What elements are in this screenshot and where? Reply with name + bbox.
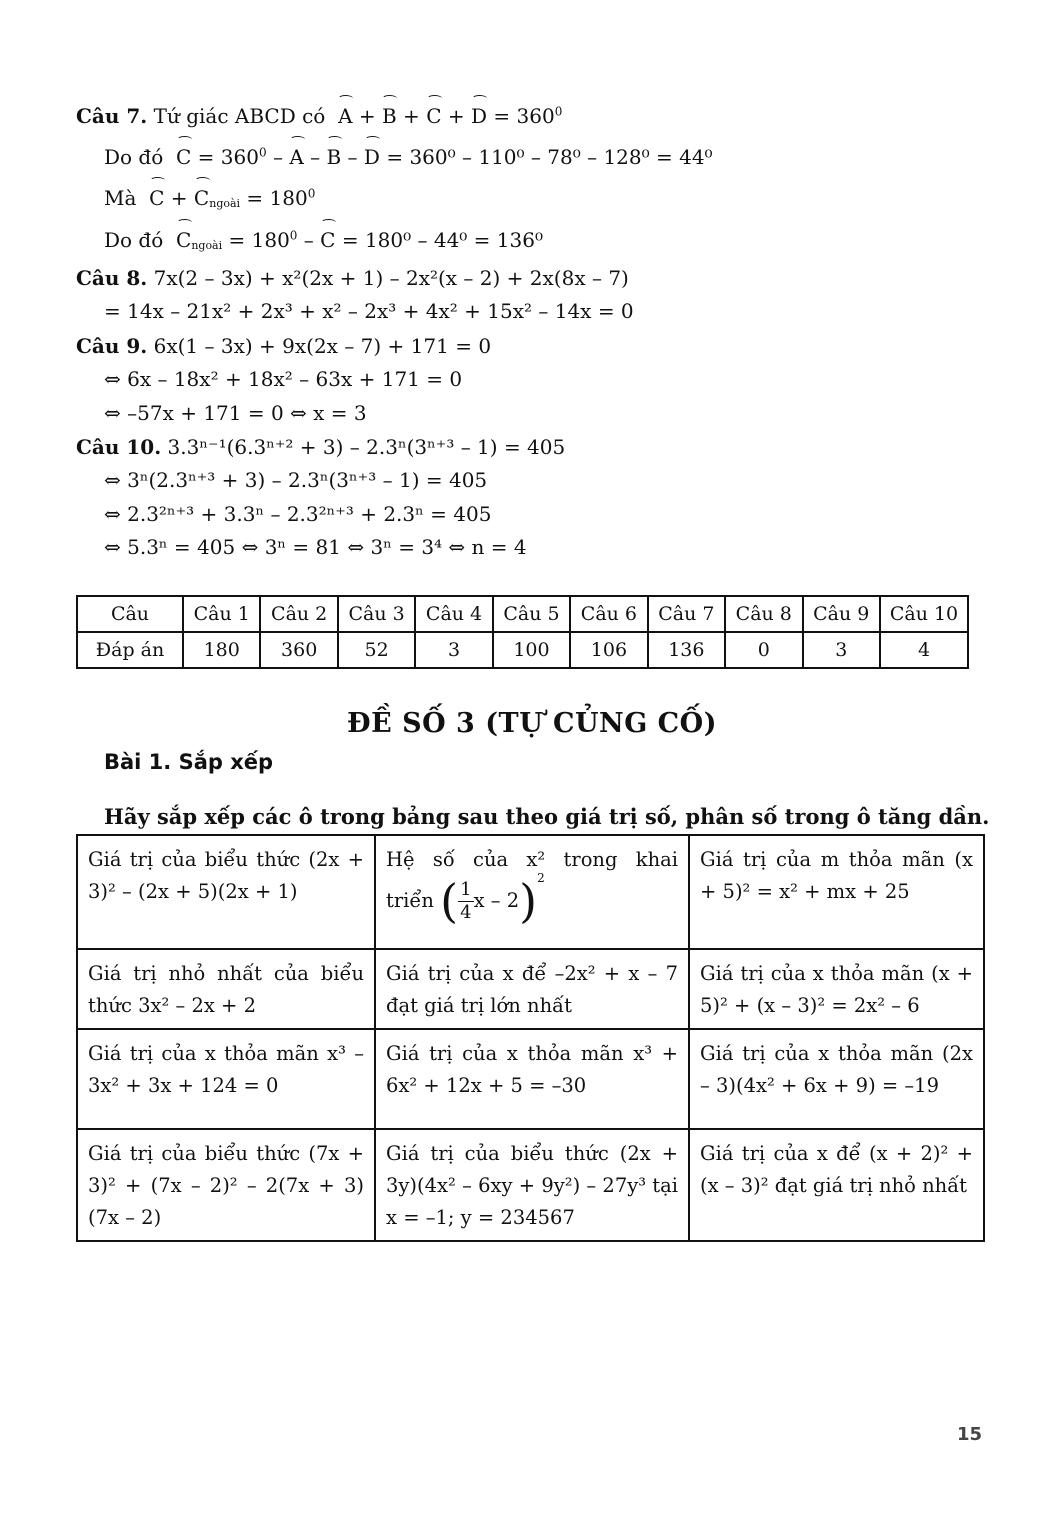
c7-l4-pre: Do đó: [104, 228, 164, 252]
sort-row: [77, 835, 984, 949]
angle-b: B: [382, 104, 397, 128]
r1c2-text: Hệ số của x² trong khai: [386, 848, 678, 871]
answer-cell: 360: [260, 632, 337, 668]
fraction-numerator: 1: [460, 878, 472, 900]
r1c2-tail: x – 2: [473, 889, 520, 912]
c7-line-3: Mà $C + C_{ngoài} = 180^0$: [104, 186, 316, 210]
c10-expression: 3.3ⁿ⁻¹(6.3ⁿ⁺² + 3) – 2.3ⁿ(3ⁿ⁺³ – 1) = 405: [167, 435, 566, 459]
c7-l2-rest: = 360⁰ – 110⁰ – 78⁰ – 128⁰ = 44⁰: [386, 145, 713, 169]
c7-l2-pre: Do đó: [104, 145, 164, 169]
instruction: Hãy sắp xếp các ô trong bảng sau theo giá trị số, phân số trong ô tăng dần.: [104, 804, 990, 829]
c9-expression: 6x(1 – 3x) + 9x(2x – 7) + 171 = 0: [153, 334, 492, 358]
sort-cell: Giá trị của biểu thức (2x + 3y)(4x² – 6xy + 9y²) – 27y³ tại x = –1; y = 234567: [375, 1129, 689, 1241]
sort-table: [76, 834, 985, 1242]
answer-cell: 100: [493, 632, 570, 668]
answer-table: [76, 595, 969, 669]
answer-header-cell: Câu 2: [260, 596, 337, 632]
c8-line-1: [76, 264, 629, 292]
c7-l4-mid: = 180: [228, 228, 290, 252]
answer-header-cell: Câu 1: [183, 596, 260, 632]
c7-l3-pre: Mà: [104, 186, 137, 210]
fraction-denominator: 4: [460, 901, 472, 923]
answer-header-cell: Câu 10: [880, 596, 968, 632]
sort-cell: Giá trị của biểu thức (7x + 3)² + (7x – 2)² – 2(7x + 3)(7x – 2): [77, 1129, 375, 1241]
sort-cell: Giá trị nhỏ nhất của biểu thức 3x² – 2x + 2: [77, 949, 375, 1029]
answer-cell: Đáp án: [77, 632, 183, 668]
sort-cell: Giá trị của m thỏa mãn (x + 5)² = x² + mx + 25: [689, 835, 984, 949]
c9-line-1: [76, 332, 491, 360]
c7-rest: = 360: [493, 104, 555, 128]
answer-header-cell: Câu 9: [803, 596, 881, 632]
c8-expression: 7x(2 – 3x) + x²(2x + 1) – 2x²(x – 2) + 2x(8x – 7): [153, 266, 629, 290]
answer-table-row: [77, 632, 968, 668]
c7-l3-sub: ngoài: [209, 197, 241, 210]
c9-line-3: ⇔ –57x + 171 = 0 ⇔ x = 3: [104, 401, 367, 425]
sort-cell: Giá trị của x để (x + 2)² + (x – 3)² đạt giá trị nhỏ nhất: [689, 1129, 984, 1241]
c8-label: Câu 8.: [76, 266, 148, 290]
c8-line-2: = 14x – 21x² + 2x³ + x² – 2x³ + 4x² + 15x² – 14x = 0: [104, 299, 634, 323]
c10-line-3: ⇔ 2.3²ⁿ⁺³ + 3.3ⁿ – 2.3²ⁿ⁺³ + 2.3ⁿ = 405: [104, 502, 492, 526]
answer-header-cell: Câu 6: [570, 596, 647, 632]
answer-header-cell: Câu 5: [493, 596, 570, 632]
c7-line-2: Do đó $C = 360^0 - A - B - D = 360^0 - 110^0 - 78^0 - 128^0 = 44^0$: [104, 145, 713, 169]
angle-d: D: [470, 104, 488, 128]
answer-header-cell: Câu 8: [725, 596, 802, 632]
sort-cell: Giá trị của biểu thức (2x + 3)² – (2x + 5)(2x + 1): [77, 835, 375, 949]
sort-cell: Giá trị của x thỏa mãn (x + 5)² + (x – 3)² = 2x² – 6: [689, 949, 984, 1029]
c10-line-2: ⇔ 3ⁿ(2.3ⁿ⁺³ + 3) – 2.3ⁿ(3ⁿ⁺³ – 1) = 405: [104, 468, 488, 492]
sort-row: [77, 949, 984, 1029]
answer-header-cell: Câu 7: [648, 596, 725, 632]
answer-header-cell: Câu 3: [338, 596, 415, 632]
answer-header-cell: Câu 4: [415, 596, 492, 632]
sort-cell: Giá trị của x thỏa mãn x³ – 3x² + 3x + 124 = 0: [77, 1029, 375, 1129]
bai1-heading: Bài 1. Sắp xếp: [104, 750, 274, 774]
c7-l3-rest: = 180: [246, 186, 308, 210]
page-number: 15: [956, 1424, 982, 1445]
c10-line-4: ⇔ 5.3ⁿ = 405 ⇔ 3ⁿ = 81 ⇔ 3ⁿ = 3⁴ ⇔ n = 4: [104, 535, 527, 559]
c7-intro: Tứ giác ABCD có: [153, 104, 326, 128]
c10-label: Câu 10.: [76, 435, 162, 459]
angle-a: A: [338, 104, 353, 128]
answer-cell: 52: [338, 632, 415, 668]
c10-line-1: [76, 433, 565, 461]
r1c2-trien: triển: [386, 889, 434, 912]
fraction: [458, 879, 473, 924]
angle-c: C: [426, 104, 442, 128]
answer-cell: 4: [880, 632, 968, 668]
c9-line-2: ⇔ 6x – 18x² + 18x² – 63x + 171 = 0: [104, 367, 463, 391]
answer-header-cell: Câu: [77, 596, 183, 632]
answer-table-header: [77, 596, 968, 632]
sort-cell: Hệ số của x² trong khai triển ( $\frac{1}{4}$ x – 2 ) 2: [375, 835, 689, 949]
sort-row: [77, 1129, 984, 1241]
answer-cell: 3: [803, 632, 881, 668]
c7-label: Câu 7.: [76, 104, 148, 128]
sort-row: [77, 1029, 984, 1129]
answer-cell: 180: [183, 632, 260, 668]
c7-l4-rest: = 180⁰ – 44⁰ = 136⁰: [341, 228, 543, 252]
section-title: ĐỀ SỐ 3 (TỰ CỦNG CỐ): [347, 708, 717, 739]
c7-line-4: Do đó $C_{ngoài} = 180^0 - C = 180^0 - 44^0 = 136^0$: [104, 228, 543, 252]
c9-label: Câu 9.: [76, 334, 148, 358]
answer-cell: 106: [570, 632, 647, 668]
sort-cell: Giá trị của x thỏa mãn x³ + 6x² + 12x + 5 = –30: [375, 1029, 689, 1129]
c7-line-1: Câu 7. Tứ giác ABCD có $A + B + C + D = 360^0$: [76, 104, 563, 128]
sort-cell: Giá trị của x để –2x² + x – 7 đạt giá trị lớn nhất: [375, 949, 689, 1029]
c7-l4-sub: ngoài: [191, 239, 223, 252]
answer-cell: 0: [725, 632, 802, 668]
answer-cell: 3: [415, 632, 492, 668]
sort-cell: Giá trị của x thỏa mãn (2x – 3)(4x² + 6x + 9) = –19: [689, 1029, 984, 1129]
answer-cell: 136: [648, 632, 725, 668]
